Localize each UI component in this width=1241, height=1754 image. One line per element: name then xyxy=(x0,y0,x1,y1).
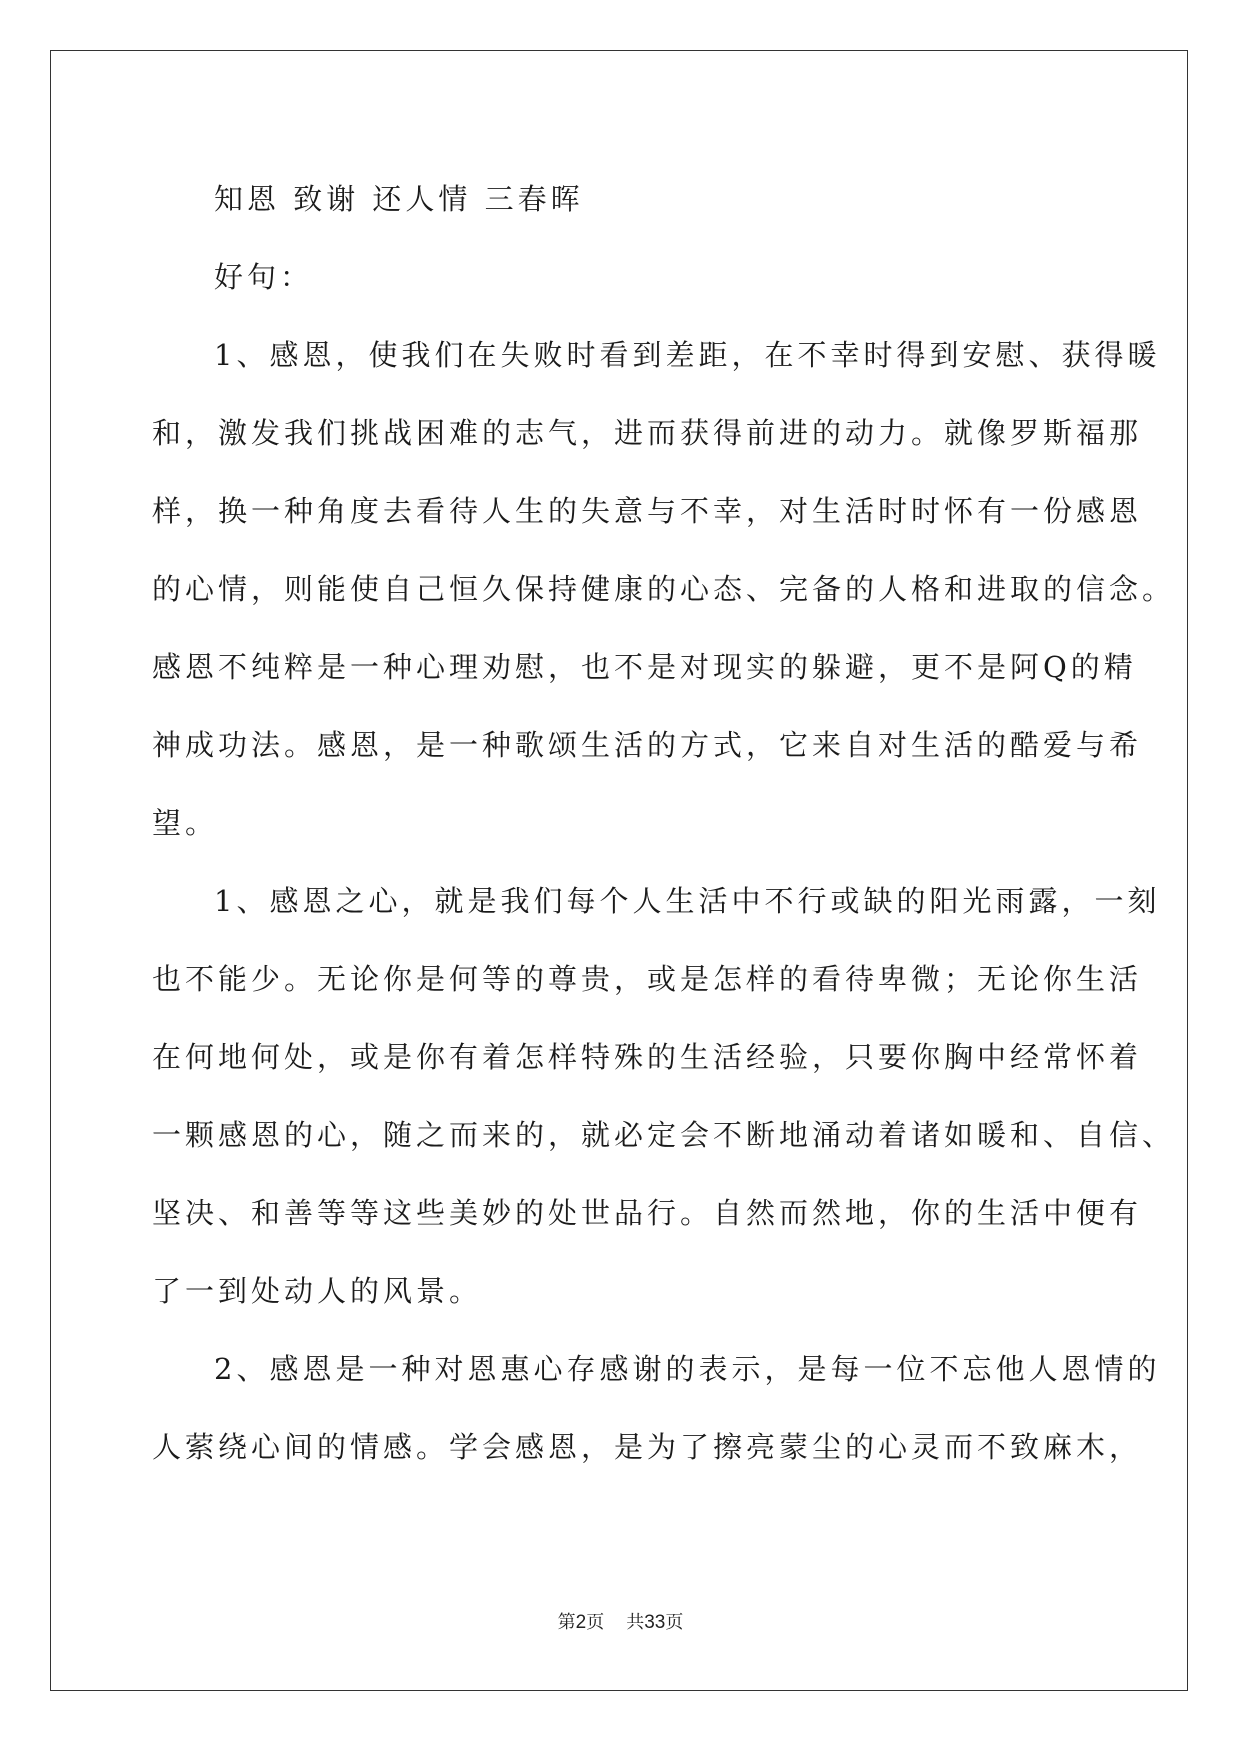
total-prefix: 共 xyxy=(626,1612,645,1633)
paragraph-line: 也不能少。无论你是何等的尊贵，或是怎样的看待卑微；无论你生活 xyxy=(152,962,1143,996)
page-mid: 页 xyxy=(586,1612,605,1633)
paragraph-line: 坚决、和善等等这些美妙的处世品行。自然而然地，你的生活中便有 xyxy=(152,1196,1143,1230)
paragraph-line: 感恩不纯粹是一种心理劝慰，也不是对现实的躲避，更不是阿Q的精 xyxy=(152,650,1137,684)
paragraph-line: 2、感恩是一种对恩惠心存感谢的表示，是每一位不忘他人恩情的 xyxy=(214,1352,1161,1386)
paragraph-line: 了一到处动人的风景。 xyxy=(152,1274,483,1308)
paragraph-line: 1、感恩之心，就是我们每个人生活中不行或缺的阳光雨露，一刻 xyxy=(214,884,1161,918)
total-suffix: 页 xyxy=(665,1612,684,1633)
section-label: 好句： xyxy=(214,260,314,294)
paragraph-line: 一颗感恩的心，随之而来的，就必定会不断地涌动着诸如暖和、自信、 xyxy=(152,1118,1176,1152)
paragraph-line: 望。 xyxy=(152,806,219,840)
paragraph-line: 和，激发我们挑战困难的志气，进而获得前进的动力。就像罗斯福那 xyxy=(152,416,1143,450)
paragraph-line: 的心情，则能使自己恒久保持健康的心态、完备的人格和进取的信念。 xyxy=(152,572,1176,606)
page-current: 2 xyxy=(575,1612,587,1633)
page-total: 33 xyxy=(644,1612,666,1633)
page-footer xyxy=(0,1608,1241,1634)
page-prefix: 第 xyxy=(557,1612,576,1633)
paragraph-line: 神成功法。感恩，是一种歌颂生活的方式，它来自对生活的酷爱与希 xyxy=(152,728,1143,762)
paragraph-line: 1、感恩，使我们在失败时看到差距，在不幸时得到安慰、获得暖 xyxy=(214,338,1161,372)
document-body xyxy=(152,160,1176,1486)
paragraph-line: 人萦绕心间的情感。学会感恩，是为了擦亮蒙尘的心灵而不致麻木， xyxy=(152,1430,1143,1464)
paragraph-line: 在何地何处，或是你有着怎样特殊的生活经验，只要你胸中经常怀着 xyxy=(152,1040,1143,1074)
heading-line: 知恩 致谢 还人情 三春晖 xyxy=(214,182,584,216)
paragraph-line: 样，换一种角度去看待人生的失意与不幸，对生活时时怀有一份感恩 xyxy=(152,494,1143,528)
